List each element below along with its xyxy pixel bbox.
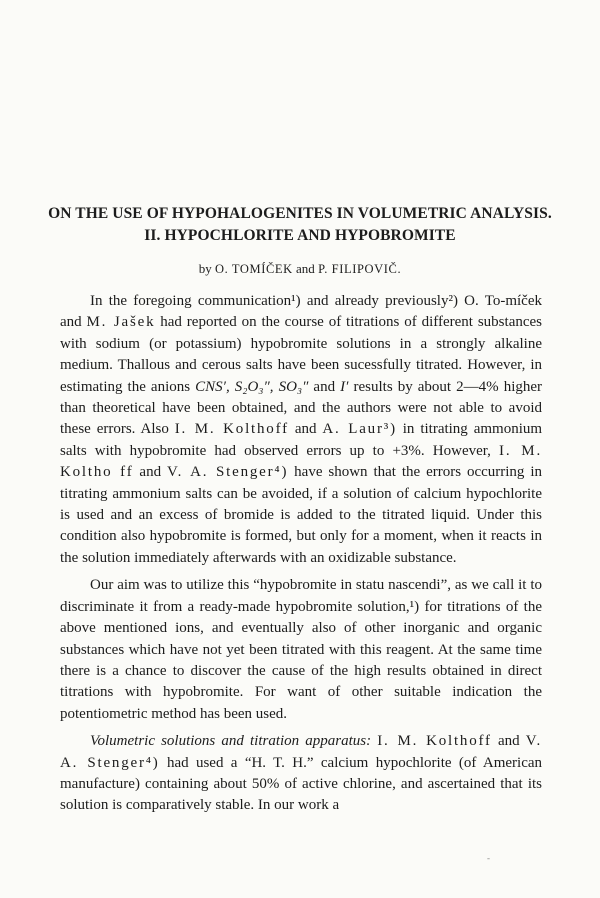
author-ref: A. Laur³) xyxy=(322,421,397,438)
text-run: Our aim was to utilize this “hypobromite in statu nascendi”, as we call it to discriminate it from a ready-made hypobromite solution,¹) for titrations of the above mentioned ions, and eventually also of other inorganic and organic substances which have not yet been titrated with this reagent. At the same time there is a chance to discover the cause of the high results obtained in direct titrations with hypobromite. For want of other suitable indication the potentiometric method has been used. xyxy=(60,577,542,722)
text-run: and xyxy=(60,314,82,331)
author-2: P. FILIPOVIČ. xyxy=(318,262,402,276)
text-run: and xyxy=(294,421,317,438)
paragraph-2 xyxy=(60,575,542,725)
author-ref: I. M. Kolthoff xyxy=(377,733,492,750)
page-mark: - xyxy=(487,853,490,863)
section-lead: Volumetric solutions and titration apparatus: xyxy=(90,733,372,750)
author-ref: V. A. Stenger⁴) xyxy=(60,733,542,771)
text-run: had reported on the course of titrations of different substances with sodium (or potassium) hypobromite solutions in a strongly alkaline medium. Thallous and cerous salts have been sucessfully titrated. However, in estimating the anions xyxy=(60,314,542,395)
text-run: and xyxy=(497,733,520,750)
author-1: O. TOMÍČEK xyxy=(215,262,293,276)
article-title xyxy=(20,203,580,247)
author-ref: V. A. Stenger⁴) xyxy=(166,464,289,481)
author-ref: M. Jašek xyxy=(86,314,156,331)
author-ref: I. M. Kolthoff xyxy=(174,421,289,438)
and-word: and xyxy=(296,261,315,276)
author-line xyxy=(0,261,600,277)
article-body xyxy=(60,291,542,823)
text-run: In the foregoing communication¹) and already previously²) O. To- xyxy=(90,293,506,309)
paragraph-3 xyxy=(60,731,542,817)
author-ref: míček xyxy=(505,293,542,309)
title-line-2: II. HYPOCHLORITE AND HYPOBROMITE xyxy=(144,227,456,244)
formula: CNS′, S₂O₃″, SO₃″ xyxy=(195,378,309,395)
text-run: have shown that the errors occurring in titrating ammonium salts can be avoided, if a solution of calcium hypochlorite is used and an excess of bromide is added to the titrated liquid. Under this condition also hypobromite is formed, but only for a moment, when it reacts in the solution immediately afterwards with an oxidizable substance. xyxy=(60,464,543,566)
text-run: and xyxy=(139,464,162,481)
by-word: by xyxy=(198,261,212,276)
text-run: in titrating ammonium salts with hypobromite had observed errors up to +3%. However, xyxy=(60,421,543,459)
paragraph-1 xyxy=(60,291,542,569)
formula: I′ xyxy=(340,378,349,395)
author-ref: I. M. Koltho ff xyxy=(60,442,542,481)
title-line-1: ON THE USE OF HYPOHALOGENITES IN VOLUMETRIC ANALYSIS. xyxy=(48,205,552,222)
text-run: and xyxy=(313,378,336,395)
text-run: results by about 2—4% higher than theoretical have been obtained, and the authors were not able to avoid these errors. Also xyxy=(60,378,543,438)
text-run: had used a “H. T. H.” calcium hypochlorite (of American manufacture) containing about 50% of active chlorine, and ascertained that its solution is comparatively stable. In our work a xyxy=(60,754,543,814)
